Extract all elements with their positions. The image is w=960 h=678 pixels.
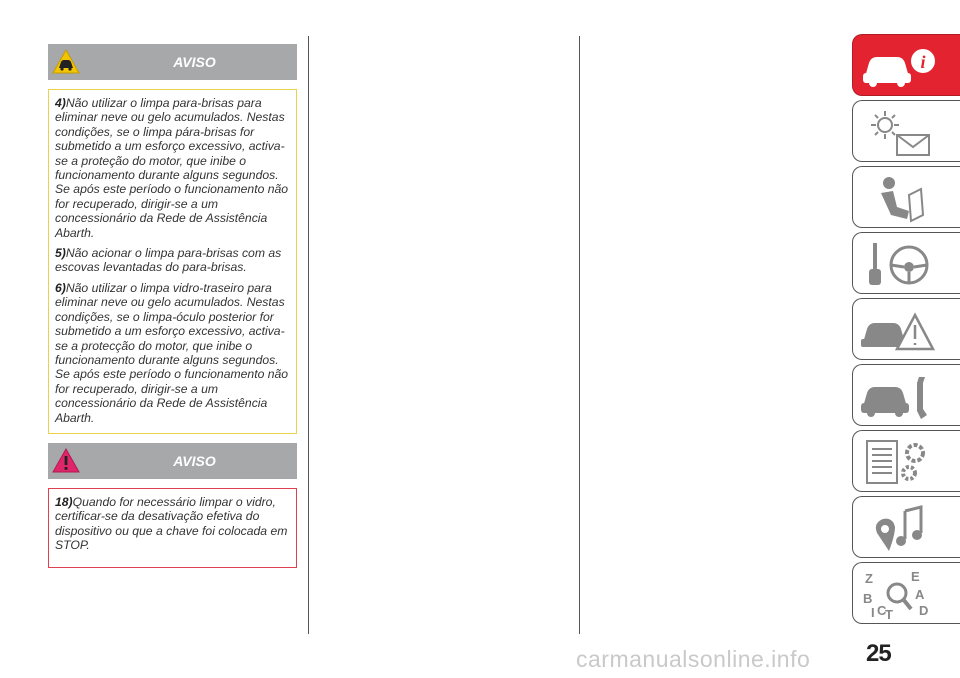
car-wrench-icon: [859, 369, 937, 423]
note-text: Não utilizar o limpa para-brisas para eliminar neve ou gelo acumulados. Nestas condições, se o limpa pára-brisas for submetido a um esforço excessivo, activa-se a proteção do motor, que inibe o funcionamento durante alguns segundos. Se após este período o funcionamento não for recuperado, dirigir-se a um concessionário da Rede de Assistência Abarth.: [55, 96, 289, 240]
specs-gears-icon: [859, 435, 937, 489]
note-text: Não acionar o limpa para-brisas com as escovas levantadas do para-brisas.: [55, 246, 282, 275]
aviso-title-2: AVISO: [173, 453, 216, 469]
page-number: 25: [866, 640, 891, 667]
aviso-title-1: AVISO: [173, 54, 216, 70]
tab-lights-messages[interactable]: [852, 100, 960, 162]
note-number: 4): [55, 96, 66, 110]
car-warning-icon: [859, 303, 937, 357]
tab-index[interactable]: [852, 562, 960, 624]
aviso-header-1: [48, 44, 297, 80]
tab-car-info[interactable]: [852, 34, 960, 96]
tab-technical-data[interactable]: [852, 430, 960, 492]
aviso-box-1: [48, 89, 297, 434]
tab-multimedia[interactable]: [852, 496, 960, 558]
tab-emergency[interactable]: [852, 298, 960, 360]
svg-text:i: i: [920, 52, 926, 72]
note-text: Não utilizar o limpa vidro-traseiro para eliminar neve ou gelo acumulados. Nestas condições, se o limpa-óculo posterior for submetido a um esforço excessivo, activa-se a protecção do motor, que inibe o funcionamento durante alguns segundos. Se após este período o funcionamento não for recuperado, dirigir-se a um concessionário da Rede de Assistência Abarth.: [55, 280, 289, 425]
svg-text:T: T: [885, 607, 893, 621]
aviso-header-2: [48, 443, 297, 479]
tab-maintenance[interactable]: [852, 364, 960, 426]
warning-paragraph: [55, 281, 290, 425]
warning-paragraph: [55, 96, 290, 240]
tab-starting-driving[interactable]: [852, 232, 960, 294]
column-divider-right: [579, 36, 580, 634]
key-steering-wheel-icon: [859, 237, 937, 291]
note-number: 5): [55, 246, 66, 261]
svg-text:E: E: [911, 569, 920, 584]
svg-text:Z: Z: [865, 571, 873, 586]
svg-text:B: B: [863, 591, 873, 606]
lights-message-icon: [859, 105, 937, 159]
note-text: Quando for necessário limpar o vidro, certificar-se da desativação efetiva do dispositivo ou que a chave foi colocada em STOP.: [55, 495, 288, 553]
aviso-box-2: [48, 488, 297, 568]
tab-safety[interactable]: [852, 166, 960, 228]
alphabetical-index-icon: [859, 567, 937, 621]
svg-text:C: C: [877, 603, 887, 618]
note-number: 6): [55, 280, 66, 295]
car-info-icon: [859, 39, 937, 93]
column-divider-left: [308, 36, 309, 634]
svg-text:A: A: [915, 587, 925, 602]
note-number: 18): [55, 495, 73, 509]
svg-text:I: I: [871, 605, 875, 620]
warning-paragraph: [55, 246, 290, 275]
watermark: carmanualsonline.info: [576, 646, 811, 672]
multimedia-music-icon: [859, 501, 937, 555]
warning-paragraph: [55, 495, 290, 553]
seat-airbag-icon: [859, 171, 937, 225]
svg-text:D: D: [919, 603, 929, 618]
